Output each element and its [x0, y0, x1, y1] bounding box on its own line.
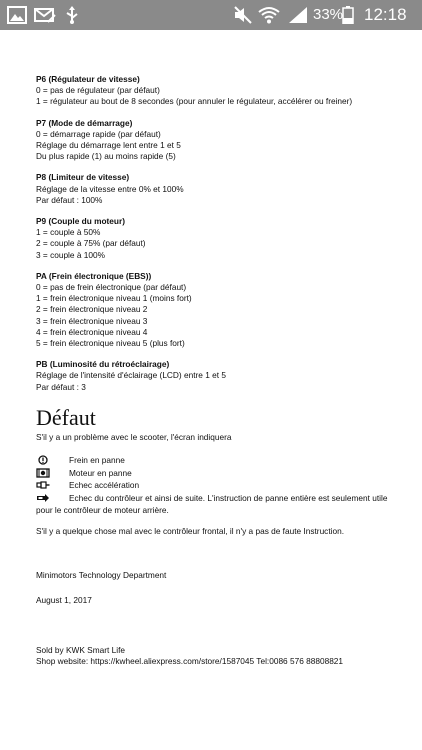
section-pa: [36, 271, 422, 349]
section-line: Du plus rapide (1) au moins rapide (5): [36, 151, 176, 162]
section-line: 0 = démarrage rapide (par défaut): [36, 128, 161, 139]
section-title: PA (Frein électronique (EBS)): [36, 270, 152, 281]
fault-item-motor: [36, 468, 422, 481]
shop-website: Shop website: https://kwheel.aliexpress.com/store/1587045 Tel:0086 576 88808821: [36, 656, 344, 667]
section-line: 2 = frein électronique niveau 2: [36, 304, 148, 315]
section-title: PB (Luminosité du rétroéclairage): [36, 359, 170, 370]
front-controller-note: S'il y a quelque chose mal avec le contrôleur frontal, il n'y a pas de faute Instruction.: [36, 526, 345, 537]
sold-by: Sold by KWK Smart Life: [36, 644, 125, 655]
document-date: August 1, 2017: [36, 594, 92, 605]
section-title: P6 (Régulateur de vitesse): [36, 74, 140, 84]
signal-icon: [288, 6, 308, 24]
fault-label: Echec accélération: [69, 480, 140, 491]
section-p6: [36, 74, 422, 108]
battery-percent: 33%: [313, 6, 344, 23]
section-line: Réglage de l'intensité d'éclairage (LCD) entre 1 et 5: [36, 370, 226, 381]
department-signature: Minimotors Technology Department: [36, 570, 167, 581]
section-p7: [36, 118, 422, 163]
section-title: P8 (Limiteur de vitesse): [36, 172, 130, 183]
section-line: 1 = régulateur au bout de 8 secondes (pour annuler le régulateur, accélérer ou freiner): [36, 96, 353, 107]
status-bar: [0, 0, 422, 30]
section-line: 5 = frein électronique niveau 5 (plus fort): [36, 338, 185, 349]
fault-continuation: pour le contrôleur de moteur arrière.: [36, 505, 169, 516]
section-line: 0 = pas de frein électronique (par défaut): [36, 282, 187, 293]
section-line: Par défaut : 3: [36, 381, 86, 392]
fault-list: [36, 455, 422, 516]
defaut-intro: S'il y a un problème avec le scooter, l'écran indiquera: [36, 431, 232, 442]
battery-icon: [342, 6, 354, 24]
motor-icon: [36, 468, 50, 478]
fault-item-throttle: [36, 480, 422, 493]
section-title: P7 (Mode de démarrage): [36, 117, 133, 128]
fault-label: Frein en panne: [69, 455, 125, 466]
section-line: 2 = couple à 75% (par défaut): [36, 238, 146, 249]
section-p9: [36, 216, 422, 261]
image-icon: [7, 6, 27, 24]
controller-icon: [36, 493, 50, 503]
section-line: Par défaut : 100%: [36, 194, 103, 205]
section-line: 1 = frein électronique niveau 1 (moins fort): [36, 293, 192, 304]
clock: 12:18: [364, 5, 407, 24]
document-page: [36, 74, 422, 667]
usb-icon: [63, 6, 81, 24]
section-line: Réglage du démarrage lent entre 1 et 5: [36, 140, 181, 151]
section-line: 4 = frein électronique niveau 4: [36, 326, 148, 337]
section-line: 1 = couple à 50%: [36, 227, 101, 238]
section-pb: [36, 359, 422, 393]
mail-off-icon: [34, 6, 56, 24]
section-line: 3 = couple à 100%: [36, 249, 105, 260]
fault-label: Echec du contrôleur et ainsi de suite. L'instruction de panne entière est seulement utile: [69, 492, 388, 503]
section-line: 0 = pas de régulateur (par défaut): [36, 85, 160, 96]
fault-item-controller: [36, 493, 422, 506]
mute-icon: [233, 6, 253, 24]
section-title: P9 (Couple du moteur): [36, 216, 125, 227]
brake-icon: [36, 455, 50, 465]
fault-label: Moteur en panne: [69, 467, 132, 478]
section-line: 3 = frein électronique niveau 3: [36, 315, 148, 326]
wifi-icon: [258, 6, 280, 24]
section-line: Réglage de la vitesse entre 0% et 100%: [36, 183, 184, 194]
throttle-icon: [36, 480, 50, 490]
defaut-heading: Défaut: [36, 404, 96, 430]
fault-item-brake: [36, 455, 422, 468]
section-p8: [36, 172, 422, 206]
